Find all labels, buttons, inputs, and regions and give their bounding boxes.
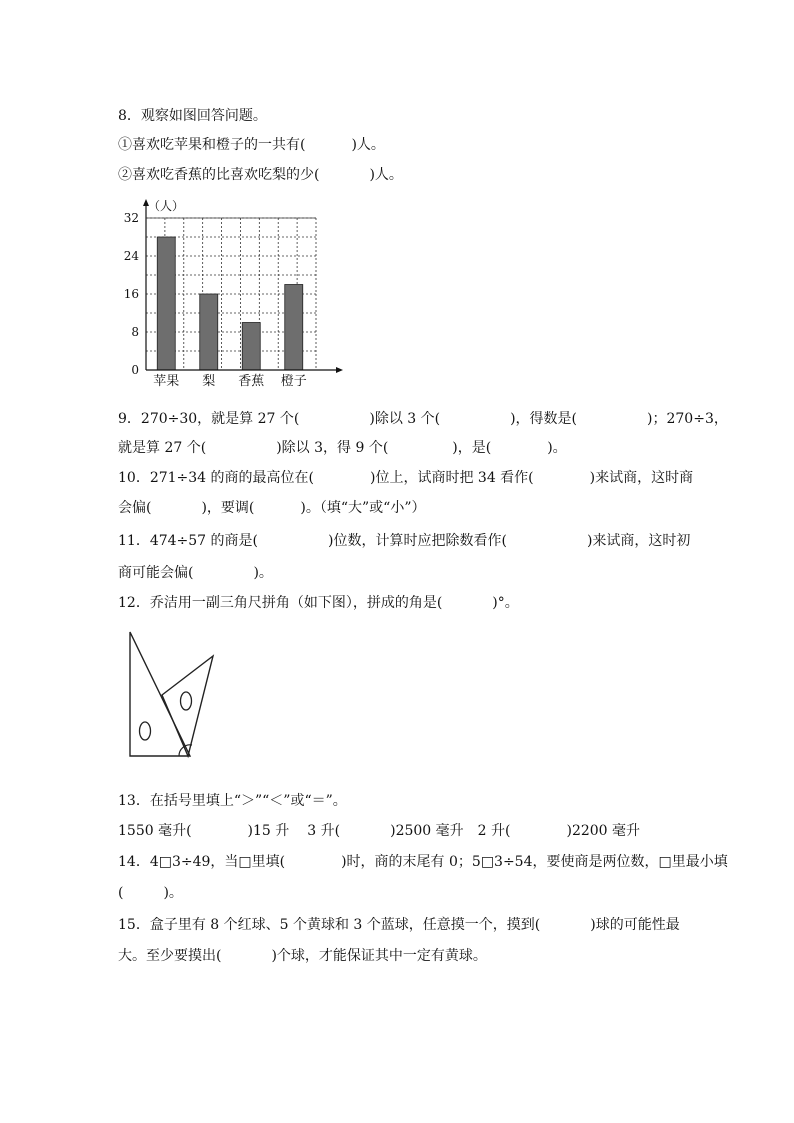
q8-sub2 — [118, 167, 403, 183]
q10-l1-c: )来试商，这时商 — [589, 470, 694, 486]
category-label: 香蕉 — [238, 374, 265, 389]
q8-sub1-text-a: ①喜欢吃苹果和橙子的一共有( — [118, 137, 306, 153]
q10-line1 — [118, 470, 693, 486]
y-axis-label: （人） — [148, 199, 185, 213]
q14-l1-a: 14．4□3÷49，当□里填( — [118, 854, 286, 870]
category-label: 苹果 — [153, 374, 180, 389]
q13-items — [118, 823, 640, 839]
bar-chart — [118, 198, 358, 398]
q13-b1: 3 升( — [307, 823, 341, 839]
q9-l2-a: 就是算 27 个( — [118, 440, 207, 456]
x-axis-arrow — [336, 367, 343, 373]
bar-0 — [157, 237, 175, 370]
q12-text-b: )°。 — [492, 595, 519, 611]
q11-l2-a: 商可能会偏( — [118, 565, 194, 581]
q9-l2-c: )，是( — [452, 440, 492, 456]
q10-l2-b: )，要调( — [201, 500, 255, 516]
q15-line1 — [118, 917, 680, 933]
q8-title: 8．观察如图回答问题。 — [118, 108, 267, 124]
y-tick-label: 8 — [131, 325, 139, 339]
q9-l1-d: )；270÷3， — [647, 411, 728, 427]
q11-l1-b: )位数，计算时应把除数看作( — [328, 533, 507, 549]
q8-sub2-text-a: ②喜欢吃香蕉的比喜欢吃梨的少( — [118, 167, 320, 183]
q15-l1-a: 15．盒子里有 8 个红球、5 个黄球和 3 个蓝球，任意摸一个，摸到( — [118, 917, 541, 933]
q9-line2 — [118, 440, 567, 456]
bar-1 — [200, 294, 218, 370]
triangle-rulers-figure — [118, 620, 228, 762]
y-tick-label: 24 — [123, 249, 139, 263]
y-tick-label: 0 — [131, 363, 139, 377]
q11-line2 — [118, 565, 273, 581]
category-label: 橙子 — [280, 374, 307, 389]
q12-text — [118, 595, 519, 611]
category-label: 梨 — [202, 374, 216, 389]
q10-l1-a: 10．271÷34 的商的最高位在( — [118, 470, 314, 486]
q14-l1-b: )时，商的末尾有 0；5□3÷54，要使商是两位数，□里最小填 — [341, 854, 728, 870]
q13-a1: 1550 毫升( — [118, 823, 192, 839]
q15-l1-b: )球的可能性最 — [590, 917, 680, 933]
q9-l1-a: 9．270÷30，就是算 27 个( — [118, 411, 300, 427]
q11-l1-a: 11．474÷57 的商是( — [118, 533, 258, 549]
q14-line1 — [118, 854, 728, 870]
q15-l2-a: 大。至少要摸出( — [118, 948, 222, 964]
bar-3 — [285, 285, 303, 371]
q9-l1-c: )，得数是( — [510, 411, 578, 427]
q10-l2-a: 会偏( — [118, 500, 152, 516]
q14-l2-b: )。 — [163, 885, 183, 901]
q8-sub1 — [118, 137, 385, 153]
set-square-45 — [162, 656, 213, 756]
set-square-30-60 — [130, 632, 190, 756]
q13-title: 13．在括号里填上“＞”“＜”或“＝”。 — [118, 793, 347, 809]
q15-l2-b: )个球，才能保证其中一定有黄球。 — [271, 948, 487, 964]
ruler-hole-right — [181, 692, 192, 710]
y-tick-label: 32 — [123, 211, 139, 225]
q10-l2-c: )。（填“大”或“小”） — [300, 500, 426, 516]
q9-l2-b: )除以 3，得 9 个( — [276, 440, 389, 456]
q13-b2: )2500 毫升 — [390, 823, 464, 839]
q13-a2: )15 升 — [247, 823, 290, 839]
q9-line1 — [118, 411, 728, 427]
q10-line2 — [118, 500, 426, 516]
q14-line2 — [118, 885, 183, 901]
q9-l2-d: )。 — [547, 440, 567, 456]
q15-line2 — [118, 948, 487, 964]
ruler-hole-left — [140, 722, 151, 740]
bar-2 — [242, 323, 260, 371]
q10-l1-b: )位上，试商时把 34 看作( — [370, 470, 534, 486]
q12-text-a: 12．乔洁用一副三角尺拼角（如下图），拼成的角是( — [118, 595, 443, 611]
q9-l1-b: )除以 3 个( — [369, 411, 441, 427]
q11-l1-c: )来试商，这时初 — [586, 533, 691, 549]
q11-l2-b: )。 — [253, 565, 273, 581]
y-tick-label: 16 — [123, 287, 139, 301]
q13-c2: )2200 毫升 — [566, 823, 641, 839]
q13-c1: 2 升( — [477, 823, 511, 839]
q14-l2-a: ( — [118, 885, 124, 901]
q8-sub2-text-b: )人。 — [369, 167, 403, 183]
q8-sub1-text-b: )人。 — [351, 137, 385, 153]
q11-line1 — [118, 533, 690, 549]
